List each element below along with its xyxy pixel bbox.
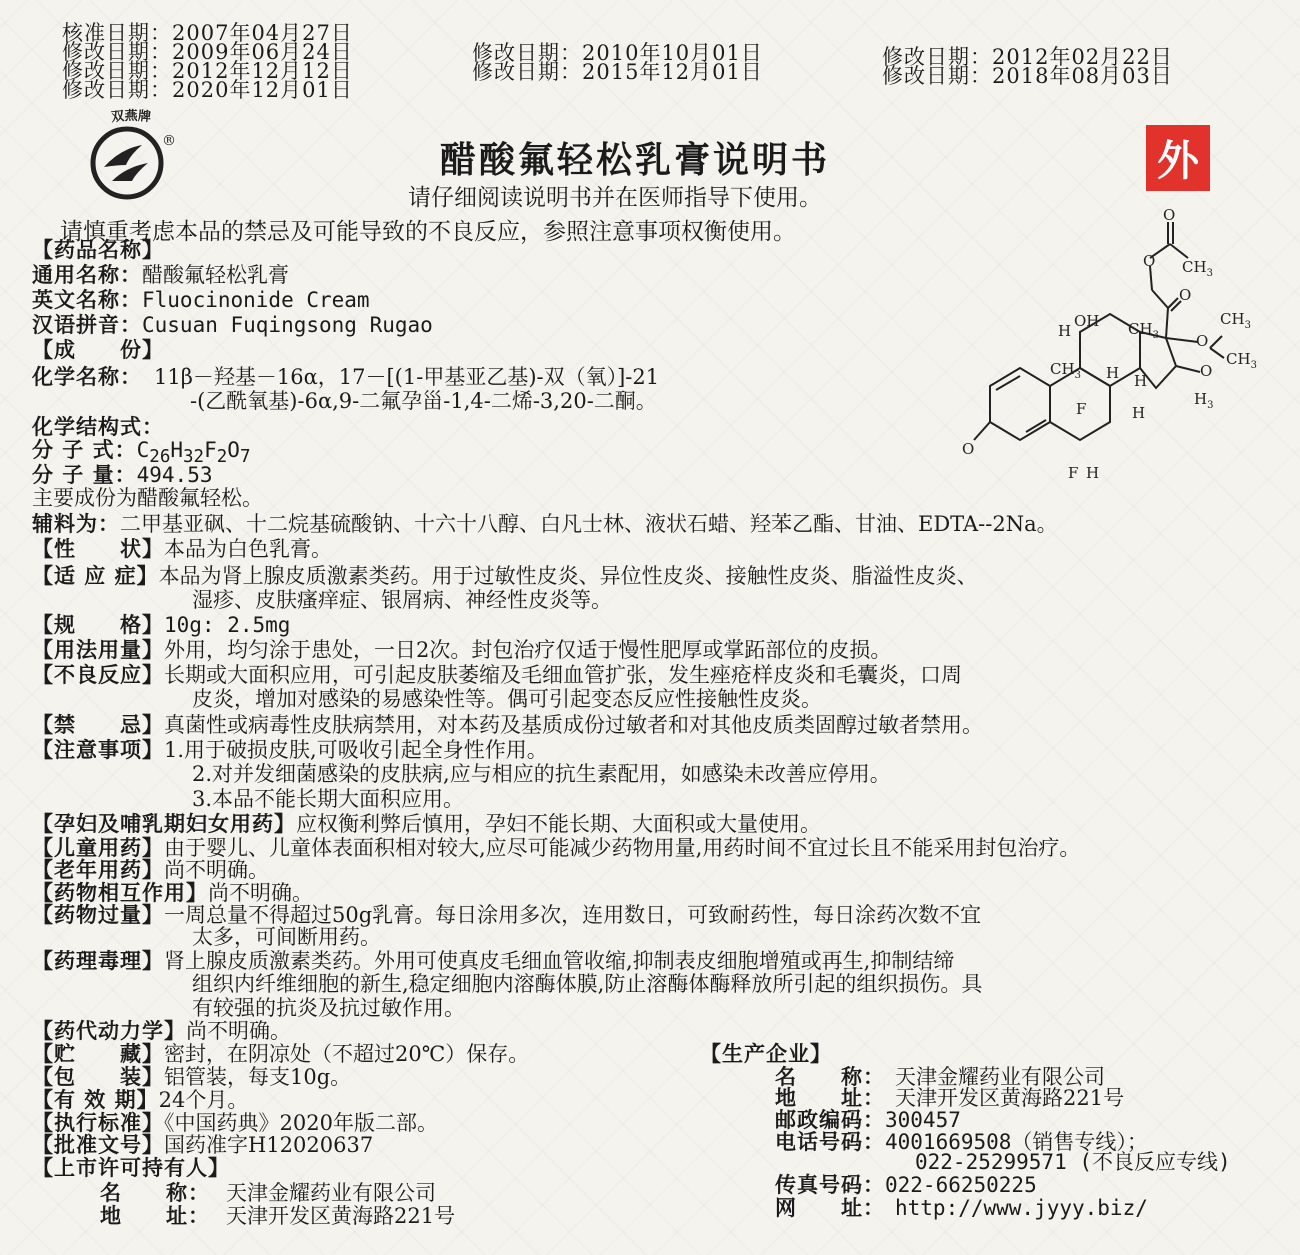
overdose-row: 【药物过量】一周总量不得超过50g乳膏。每日涂用多次，连用数日，可致耐药性，每日涂药次数不宜 (32, 902, 982, 927)
dates-column-3 (882, 45, 1173, 88)
precaution-2: 2.对并发细菌感染的皮肤病,应与相应的抗生素配用，如感染未改善应停用。 (192, 762, 891, 786)
holder-header: 【上市许可持有人】 (32, 1155, 230, 1180)
struct-ch3-acetonide-1: $CH_3$ (1220, 310, 1251, 331)
pharmacology-cont-2: 有较强的抗炎及抗过敏作用。 (192, 996, 465, 1020)
adverse-row: 【不良反应】长期或大面积应用，可引起皮肤萎缩及毛细血管扩张，发生痤疮样皮炎和毛囊炎，口周 (32, 662, 962, 687)
interaction-row: 【药物相互作用】尚不明确。 (32, 880, 313, 905)
pharmacology-cont-1: 组织内纤维细胞的新生,稳定细胞内溶酶体膜,防止溶酶体酶释放所引起的组织损伤。具 (192, 972, 983, 996)
struct-f-c9: F (1076, 400, 1087, 418)
pharmacology-row: 【药理毒理】肾上腺皮质激素类药。外用可使真皮毛细血管收缩,抑制表皮细胞增殖或再生,抑制结缔 (32, 948, 955, 973)
struct-ch3-c13: $CH_3$ (1128, 320, 1159, 341)
struct-o-acetonide-2: O (1200, 362, 1213, 380)
molecular-weight-row: 分 子 量：494.53 (32, 462, 213, 487)
dates-column-1 (62, 21, 353, 102)
chemical-name-cont: -(乙酰氧基)-6α,9-二氟孕甾-1,4-二烯-3,20-二酮。 (190, 389, 657, 413)
section-drug-name: 【药品名称】 (32, 237, 164, 262)
validity-row: 【有 效 期】24个月。 (32, 1087, 249, 1112)
holder-name-row: 名 称： 天津金耀药业有限公司 (100, 1180, 436, 1205)
subtitle: 请仔细阅读说明书并在医师指导下使用。 (408, 185, 822, 211)
manufacturer-header: 【生产企业】 (700, 1041, 832, 1066)
date-line: 修改日期：2012年02月22日 (882, 45, 1173, 69)
phone-row: 电话号码：4001669508（销售专线）； (775, 1129, 1148, 1154)
date-line: 修改日期：2012年12月12日 (62, 59, 353, 83)
struct-ch3-acetonide-2: $CH_3$ (1226, 350, 1257, 371)
manufacturer-name-row: 名 称： 天津金耀药业有限公司 (775, 1064, 1105, 1089)
storage-row: 【贮 藏】密封，在阴凉处（不超过20℃）保存。 (32, 1041, 530, 1066)
usage-row: 【用法用量】外用，均匀涂于患处，一日2次。封包治疗仅适于慢性肥厚或掌跖部位的皮损。 (32, 637, 892, 662)
date-line: 核准日期：2007年04月27日 (62, 21, 353, 45)
pregnancy-row: 【孕妇及哺乳期妇女用药】应权衡利弊后慎用，孕妇不能长期、大面积或大量使用。 (32, 811, 821, 836)
excipient-row: 辅料为：二甲基亚砜、十二烷基硫酸钠、十六十八醇、白凡士林、液状石蜡、羟苯乙酯、甘油、EDTA--2Na。 (32, 511, 1058, 536)
contraindication-row: 【禁 忌】真菌性或病毒性皮肤病禁用，对本药及基质成份过敏者和对其他皮质类固醇过敏者禁用。 (32, 712, 983, 737)
pk-row: 【药代动力学】尚不明确。 (32, 1018, 291, 1043)
struct-o-keto: O (1179, 286, 1192, 304)
struct-o-ester: O (1143, 252, 1156, 270)
indication-cont: 湿疹、皮肤瘙痒症、银屑病、神经性皮炎等。 (192, 588, 612, 612)
holder-address-row: 地 址： 天津开发区黄海路221号 (100, 1203, 456, 1228)
precaution-row: 【注意事项】1.用于破损皮肤,可吸收引起全身性作用。 (32, 737, 548, 762)
manufacturer-address-row: 地 址： 天津开发区黄海路221号 (775, 1085, 1125, 1110)
struct-o-c3: O (962, 440, 975, 458)
chemical-name-row: 化学名称： 11β－羟基－16α，17－[(1-甲基亚乙基)-双（氧）]-21 (32, 364, 660, 389)
external-use-badge: 外 (1146, 125, 1210, 191)
standard-row: 【执行标准】《中国药典》2020年版二部。 (32, 1110, 438, 1135)
approval-row: 【批准文号】国药准字H12020637 (32, 1132, 374, 1157)
date-line: 修改日期：2010年10月01日 (472, 41, 763, 65)
warning-line: 请慎重考虑本品的禁忌及可能导致的不良反应，参照注意事项权衡使用。 (60, 219, 796, 245)
page-title: 醋酸氟轻松乳膏说明书 (440, 139, 831, 181)
phone-row-2: 022-25299571 (不良反应专线) (915, 1150, 1231, 1174)
main-ingredient: 主要成份为醋酸氟轻松。 (32, 486, 263, 510)
children-row: 【儿童用药】由于婴儿、儿童体表面积相对较大,应尽可能减少药物用量,用药时间不宜过长且不能采用封包治疗。 (32, 835, 1081, 860)
struct-h-c8: H (1106, 364, 1120, 382)
swallow-logo-icon (82, 105, 182, 205)
svg-text:双燕牌 (110, 108, 151, 125)
dates-column-2 (472, 41, 763, 84)
logo-text: 双燕牌 (110, 108, 152, 126)
section-composition: 【成 份】 (32, 337, 164, 362)
struct-h-c6: H (1086, 464, 1100, 482)
struct-h-c14: H (1134, 372, 1148, 390)
struct-ch3-c10: $CH_3$ (1050, 360, 1081, 381)
date-line: 修改日期：2018年08月03日 (882, 64, 1173, 88)
english-name-row: 英文名称：Fluocinonide Cream (32, 287, 370, 312)
date-line: 修改日期：2020年12月01日 (62, 78, 353, 102)
package-row: 【包 装】铝管装，每支10g。 (32, 1064, 352, 1089)
structure-label: 化学结构式： (32, 414, 164, 439)
overdose-cont: 太多，可间断用药。 (192, 925, 381, 949)
struct-o-acetonide-1: O (1196, 332, 1209, 350)
formula-row: 分 子 式：$C_{26}H_{32}F_2O_7$ (32, 437, 251, 468)
generic-name-row: 通用名称：醋酸氟轻松乳膏 (32, 262, 289, 287)
struct-oh: OH (1074, 312, 1100, 330)
adverse-cont: 皮炎，增加对感染的易感染性等。偶可引起变态反应性接触性皮炎。 (192, 687, 822, 711)
struct-o-top: O (1163, 206, 1176, 224)
struct-f-c6: F (1068, 464, 1079, 482)
chemical-structure-diagram (960, 200, 1280, 490)
struct-ch3-acetyl: $CH_3$ (1182, 258, 1213, 279)
spec-row: 【规 格】10g: 2.5mg (32, 612, 291, 637)
date-line: 修改日期：2009年06月24日 (62, 40, 353, 64)
brand-logo (82, 105, 182, 205)
indication-row: 【适 应 症】本品为肾上腺皮质激素类药。用于过敏性皮炎、异位性皮炎、接触性皮炎、脂溢性皮炎、 (32, 563, 978, 588)
website-row: 网 址： http://www.jyyy.biz/ (775, 1195, 1148, 1220)
date-line: 修改日期：2015年12月01日 (472, 60, 763, 84)
struct-h-oh: H (1058, 322, 1072, 340)
elderly-row: 【老年用药】尚不明确。 (32, 857, 269, 882)
postcode-row: 邮政编码：300457 (775, 1107, 961, 1132)
precaution-3: 3.本品不能长期大面积应用。 (192, 787, 465, 811)
registered-mark: ® (162, 133, 176, 149)
appearance-row: 【性 状】本品为白色乳膏。 (32, 536, 332, 561)
struct-h-c16: $H_3$ (1194, 390, 1214, 411)
fax-row: 传真号码：022-66250225 (775, 1172, 1037, 1197)
pinyin-row: 汉语拼音：Cusuan Fuqingsong Rugao (32, 312, 433, 337)
struct-h-c15: H (1132, 404, 1146, 422)
